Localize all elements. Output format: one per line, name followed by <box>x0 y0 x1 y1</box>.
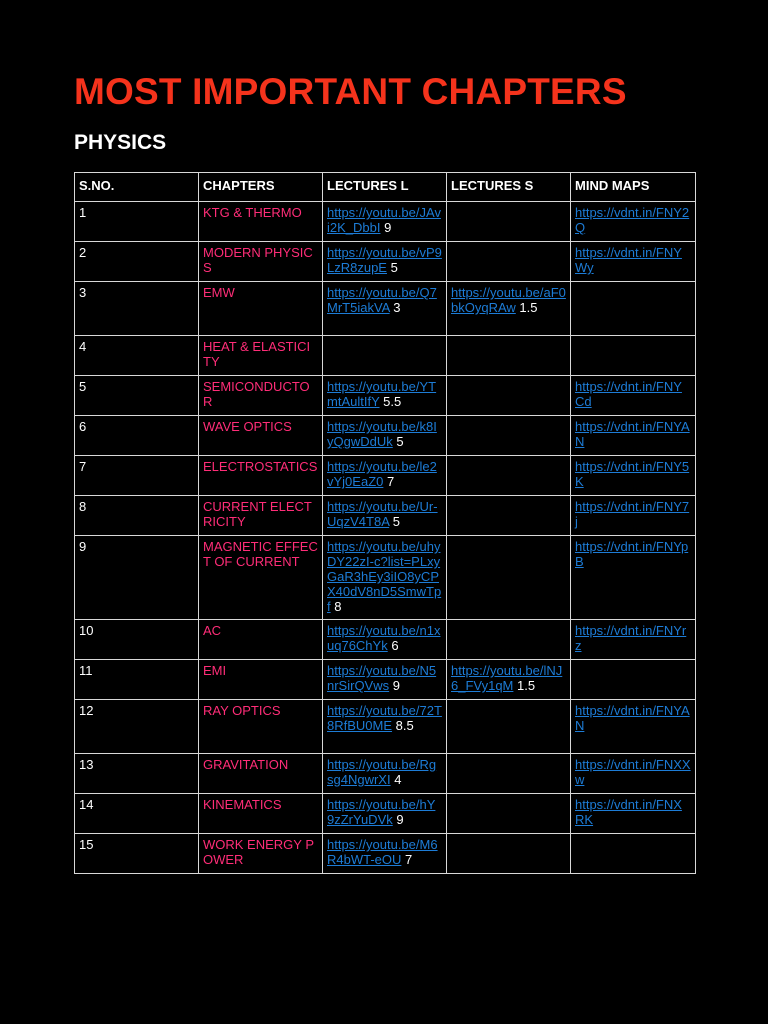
cell-mind-map <box>571 416 696 456</box>
cell-lectures-s <box>447 496 571 536</box>
table-row <box>75 416 696 456</box>
cell-mind-map <box>571 202 696 242</box>
cell-lectures-l-duration: 8.5 <box>392 718 414 733</box>
cell-lectures-l <box>323 456 447 496</box>
cell-lectures-s <box>447 620 571 660</box>
cell-chapter: EMW <box>199 282 323 336</box>
cell-mind-map <box>571 456 696 496</box>
cell-mind-map-link[interactable]: https://vdnt.in/FNXXw <box>575 757 691 787</box>
cell-chapter: RAY OPTICS <box>199 700 323 754</box>
cell-lectures-s <box>447 834 571 874</box>
cell-chapter: WAVE OPTICS <box>199 416 323 456</box>
header-lectures-s: LECTURES S <box>447 173 571 202</box>
cell-lectures-l-link[interactable]: https://youtu.be/uhyDY22zI-c?list=PLxyGaR3hEy3iIO8yCPX40dV8nD5SmwTpf <box>327 539 442 614</box>
header-mind-maps: MIND MAPS <box>571 173 696 202</box>
cell-lectures-l-duration: 5 <box>392 434 404 449</box>
cell-mind-map <box>571 620 696 660</box>
cell-mind-map-link[interactable]: https://vdnt.in/FNY2Q <box>575 205 690 235</box>
cell-mind-map <box>571 496 696 536</box>
cell-lectures-s <box>447 660 571 700</box>
table-row <box>75 202 696 242</box>
cell-lectures-s <box>447 242 571 282</box>
cell-sno: 13 <box>75 754 199 794</box>
header-sno: S.NO. <box>75 173 199 202</box>
cell-lectures-s <box>447 794 571 834</box>
cell-chapter: KTG & THERMO <box>199 202 323 242</box>
cell-sno: 7 <box>75 456 199 496</box>
cell-mind-map-link[interactable]: https://vdnt.in/FNYWy <box>575 245 682 275</box>
cell-mind-map <box>571 242 696 282</box>
cell-mind-map-link[interactable]: https://vdnt.in/FNYpB <box>575 539 689 569</box>
header-lectures-l: LECTURES L <box>323 173 447 202</box>
cell-chapter: MAGNETIC EFFECT OF CURRENT <box>199 536 323 620</box>
cell-sno: 3 <box>75 282 199 336</box>
table-row <box>75 376 696 416</box>
cell-lectures-s <box>447 336 571 376</box>
cell-mind-map <box>571 660 696 700</box>
cell-lectures-l <box>323 660 447 700</box>
cell-lectures-l <box>323 536 447 620</box>
cell-lectures-s <box>447 202 571 242</box>
cell-lectures-l <box>323 376 447 416</box>
cell-lectures-l-duration: 5 <box>386 260 398 275</box>
cell-sno: 4 <box>75 336 199 376</box>
cell-lectures-l-duration: 9 <box>392 812 404 827</box>
cell-lectures-l <box>323 754 447 794</box>
header-chapters: CHAPTERS <box>199 173 323 202</box>
cell-lectures-l <box>323 834 447 874</box>
cell-lectures-s-link[interactable]: https://youtu.be/aF0bkOyqRAw <box>451 285 566 315</box>
table-row <box>75 282 696 336</box>
cell-mind-map-link[interactable]: https://vdnt.in/FNXRK <box>575 797 682 827</box>
page-title: MOST IMPORTANT CHAPTERS <box>74 71 627 112</box>
cell-chapter: CURRENT ELECTRICITY <box>199 496 323 536</box>
table-row <box>75 794 696 834</box>
cell-mind-map-link[interactable]: https://vdnt.in/FNYAN <box>575 703 690 733</box>
cell-lectures-l-duration: 9 <box>380 220 392 235</box>
cell-lectures-l <box>323 336 447 376</box>
cell-chapter: KINEMATICS <box>199 794 323 834</box>
table-row <box>75 496 696 536</box>
cell-lectures-l <box>323 620 447 660</box>
cell-lectures-l-link[interactable]: https://youtu.be/M6R4bWT-eOU <box>327 837 438 867</box>
table-row <box>75 336 696 376</box>
cell-lectures-l-link[interactable]: https://youtu.be/N5nrSirQVws <box>327 663 437 693</box>
cell-lectures-s <box>447 700 571 754</box>
cell-sno: 12 <box>75 700 199 754</box>
cell-lectures-l-link[interactable]: https://youtu.be/72T8RfBU0ME <box>327 703 442 733</box>
cell-chapter: ELECTROSTATICS <box>199 456 323 496</box>
cell-lectures-s <box>447 376 571 416</box>
cell-mind-map <box>571 834 696 874</box>
cell-lectures-s <box>447 456 571 496</box>
cell-chapter: WORK ENERGY POWER <box>199 834 323 874</box>
cell-mind-map-link[interactable]: https://vdnt.in/FNYAN <box>575 419 690 449</box>
cell-lectures-l-duration: 8 <box>330 599 342 614</box>
cell-lectures-l-link[interactable]: https://youtu.be/YTmtAultIfY <box>327 379 437 409</box>
cell-sno: 6 <box>75 416 199 456</box>
cell-sno: 8 <box>75 496 199 536</box>
cell-lectures-l-duration: 4 <box>390 772 402 787</box>
cell-lectures-l-link[interactable]: https://youtu.be/Ur-UqzV4T8A <box>327 499 438 529</box>
cell-lectures-l-link[interactable]: https://youtu.be/k8IyQgwDdUk <box>327 419 437 449</box>
cell-lectures-s <box>447 754 571 794</box>
table-row <box>75 700 696 754</box>
cell-lectures-l-duration: 9 <box>389 678 400 693</box>
cell-lectures-l-link[interactable]: https://youtu.be/JAvi2K_DbbI <box>327 205 441 235</box>
cell-lectures-l-link[interactable]: https://youtu.be/Q7MrT5iakVA <box>327 285 437 315</box>
cell-lectures-l-duration: 7 <box>401 852 413 867</box>
cell-lectures-l-link[interactable]: https://youtu.be/n1xuq76ChYk <box>327 623 441 653</box>
cell-sno: 9 <box>75 536 199 620</box>
cell-lectures-l <box>323 794 447 834</box>
cell-lectures-l <box>323 496 447 536</box>
cell-lectures-l <box>323 416 447 456</box>
table-row <box>75 660 696 700</box>
cell-lectures-l-duration: 3 <box>389 300 401 315</box>
table-row <box>75 754 696 794</box>
cell-sno: 14 <box>75 794 199 834</box>
cell-mind-map-link[interactable]: https://vdnt.in/FNYCd <box>575 379 682 409</box>
cell-chapter: GRAVITATION <box>199 754 323 794</box>
cell-lectures-l-link[interactable]: https://youtu.be/vP9LzR8zupE <box>327 245 442 275</box>
cell-sno: 11 <box>75 660 199 700</box>
table-row <box>75 536 696 620</box>
cell-mind-map <box>571 754 696 794</box>
cell-lectures-l-duration: 6 <box>387 638 399 653</box>
cell-mind-map <box>571 336 696 376</box>
cell-lectures-s-link[interactable]: https://youtu.be/lNJ6_FVy1qM <box>451 663 563 693</box>
table-row <box>75 456 696 496</box>
cell-lectures-s <box>447 282 571 336</box>
chapters-table <box>74 172 696 874</box>
cell-chapter: SEMICONDUCTOR <box>199 376 323 416</box>
table-header-row <box>75 173 696 202</box>
cell-lectures-s <box>447 416 571 456</box>
cell-lectures-s <box>447 536 571 620</box>
cell-sno: 1 <box>75 202 199 242</box>
cell-lectures-s-duration: 1.5 <box>513 678 536 693</box>
table-row <box>75 242 696 282</box>
cell-chapter: HEAT & ELASTICITY <box>199 336 323 376</box>
cell-lectures-l-duration: 5 <box>389 514 400 529</box>
cell-mind-map <box>571 282 696 336</box>
cell-mind-map-link[interactable]: https://vdnt.in/FNY7j <box>575 499 690 529</box>
table-row <box>75 834 696 874</box>
cell-mind-map-link[interactable]: https://vdnt.in/FNYrz <box>575 623 687 653</box>
section-title: PHYSICS <box>74 131 167 154</box>
table-body <box>75 202 696 874</box>
cell-mind-map-link[interactable]: https://vdnt.in/FNY5K <box>575 459 690 489</box>
cell-chapter: EMI <box>199 660 323 700</box>
cell-lectures-l-link[interactable]: https://youtu.be/le2vYj0EaZ0 <box>327 459 437 489</box>
cell-sno: 2 <box>75 242 199 282</box>
cell-mind-map <box>571 794 696 834</box>
cell-lectures-s-duration: 1.5 <box>515 300 538 315</box>
cell-lectures-l-duration: 5.5 <box>379 394 402 409</box>
cell-lectures-l <box>323 282 447 336</box>
cell-sno: 10 <box>75 620 199 660</box>
cell-chapter: AC <box>199 620 323 660</box>
cell-lectures-l-duration: 7 <box>383 474 395 489</box>
cell-lectures-l <box>323 202 447 242</box>
cell-sno: 15 <box>75 834 199 874</box>
cell-lectures-l <box>323 700 447 754</box>
cell-lectures-l-link[interactable]: https://youtu.be/hY9zZrYuDVk <box>327 797 436 827</box>
cell-lectures-l <box>323 242 447 282</box>
table-row <box>75 620 696 660</box>
cell-sno: 5 <box>75 376 199 416</box>
cell-mind-map <box>571 536 696 620</box>
cell-chapter: MODERN PHYSICS <box>199 242 323 282</box>
cell-mind-map <box>571 700 696 754</box>
cell-mind-map <box>571 376 696 416</box>
cell-lectures-l-link[interactable]: https://youtu.be/Rgsg4NgwrXI <box>327 757 437 787</box>
